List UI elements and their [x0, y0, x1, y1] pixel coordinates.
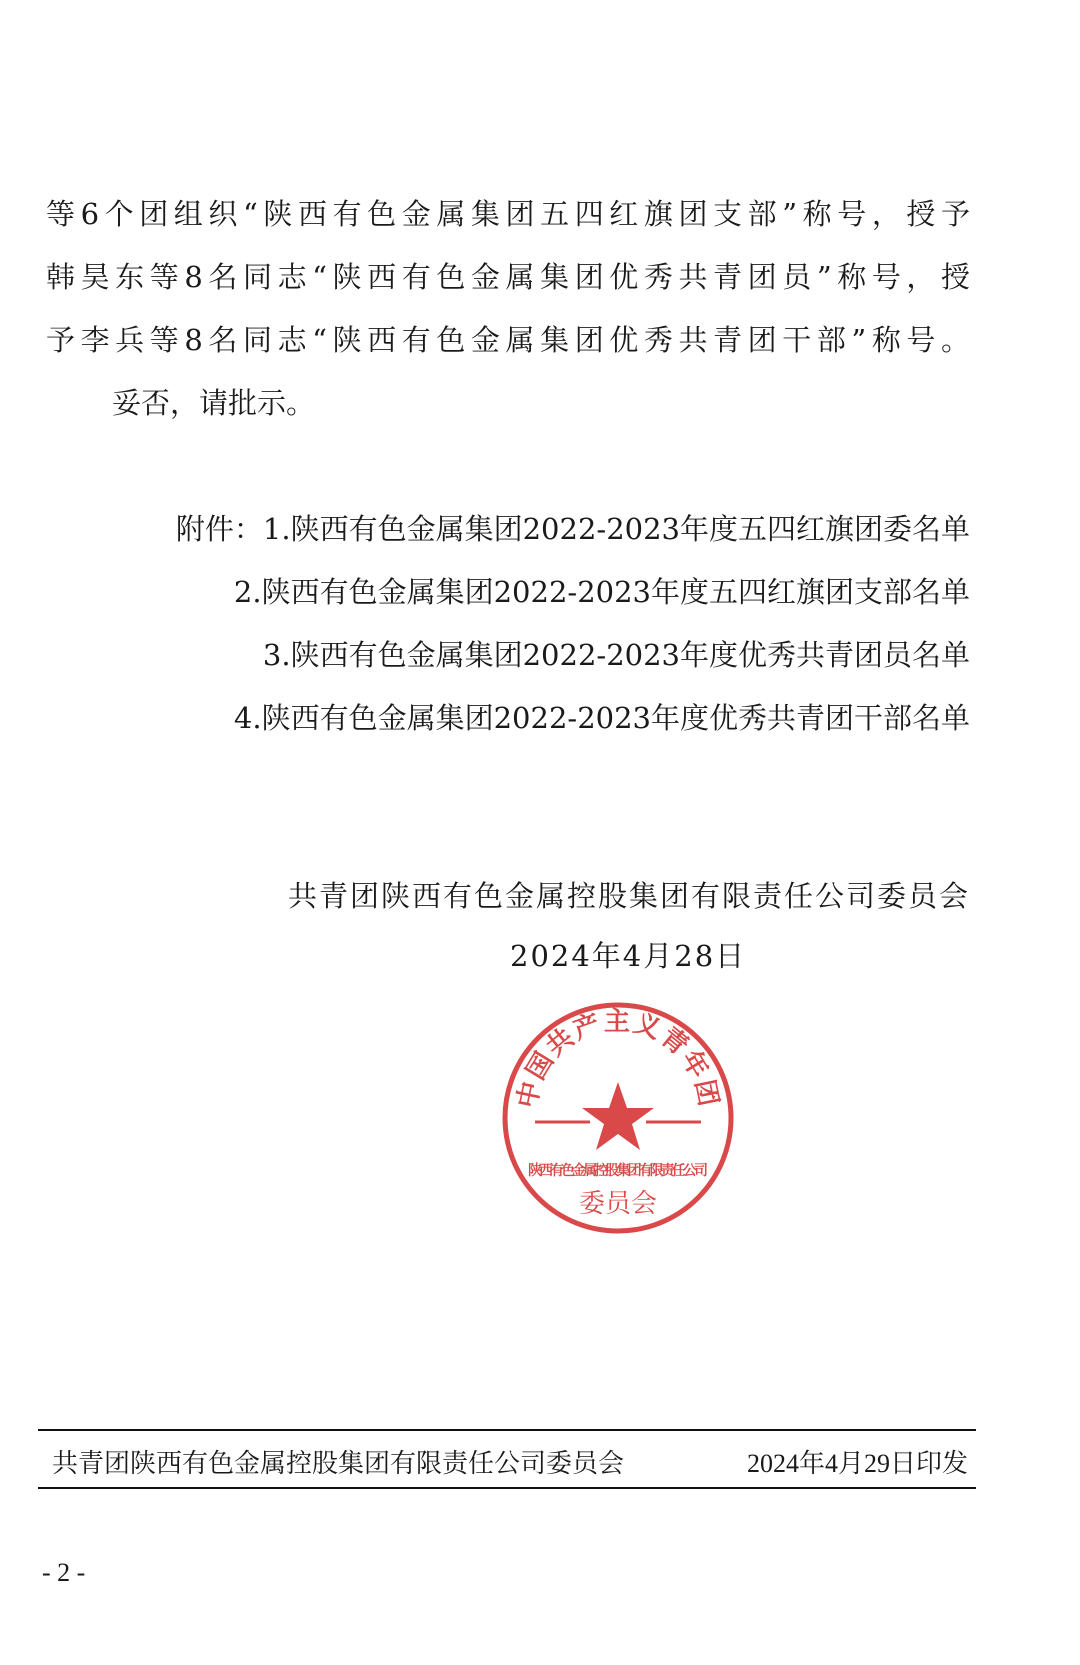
footer-issuer: 共青团陕西有色金属控股集团有限责任公司委员会 [52, 1449, 625, 1478]
signature-org: 共青团陕西有色金属控股集团有限责任公司委员会 [287, 879, 970, 913]
attachment-3: 3.陕西有色金属集团2022-2023年度优秀共青团员名单 [262, 638, 970, 672]
official-seal [500, 1000, 736, 1236]
body-line-2: 韩昊东等8名同志“陕西有色金属集团优秀共青团员”称号，授 [46, 260, 970, 294]
footer-issued-date: 2024年4月29日印发 [746, 1449, 968, 1478]
body-line-1: 等6个团组织“陕西有色金属集团五四红旗团支部”称号，授予 [46, 197, 970, 231]
request-line: 妥否，请批示。 [112, 386, 316, 420]
footer-bottom-rule [38, 1487, 976, 1489]
signature-date: 2024年4月28日 [510, 939, 747, 973]
body-line-3: 予李兵等8名同志“陕西有色金属集团优秀共青团干部”称号。 [46, 323, 970, 357]
attachment-4: 4.陕西有色金属集团2022-2023年度优秀共青团干部名单 [233, 701, 970, 735]
attachment-1: 附件：1.陕西有色金属集团2022-2023年度五四红旗团委名单 [175, 512, 970, 546]
star-icon [582, 1082, 654, 1150]
seal-middle-text: 陕西有色金属控股集团有限责任公司 [528, 1163, 708, 1179]
attachment-2: 2.陕西有色金属集团2022-2023年度五四红旗团支部名单 [233, 575, 970, 609]
seal-top-text-path: 中国共产主义青年团 [512, 1006, 724, 1111]
seal-bottom-text: 委员会 [578, 1189, 658, 1219]
page-number: - 2 - [42, 1558, 86, 1587]
footer-top-rule [38, 1429, 976, 1431]
